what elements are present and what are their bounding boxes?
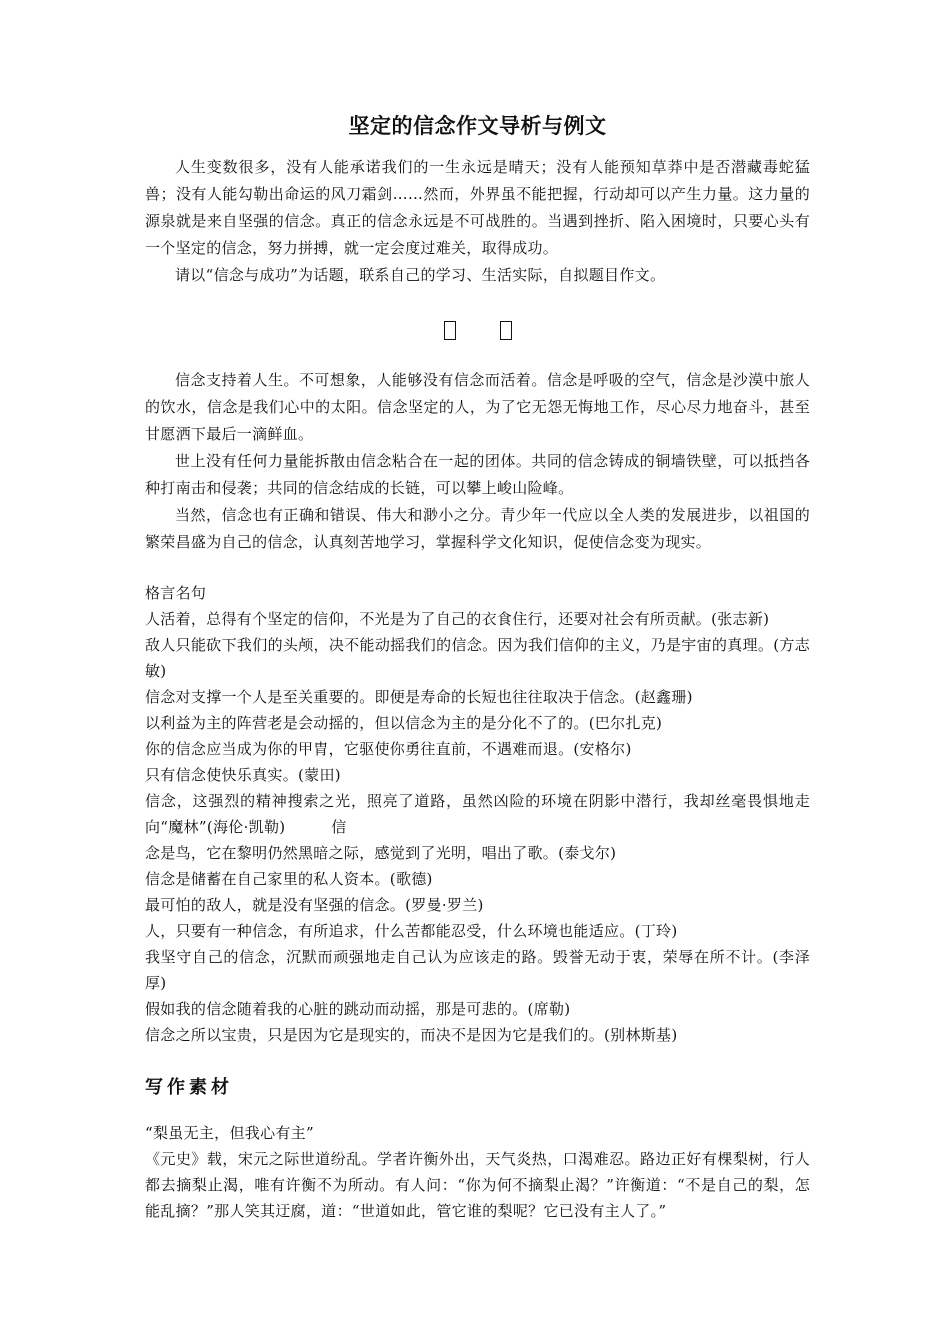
quote-item: 人，只要有一种信念，有所追求，什么苦都能忍受，什么环境也能适应。(丁玲)	[145, 922, 678, 940]
material-section	[145, 1120, 810, 1224]
quotes-heading: 格言名句	[145, 584, 207, 602]
quote-item: 我坚守自己的信念，沉默而顽强地走自己认为应该走的路。毁誉无动于衷，荣辱在所不计。(李泽厚)	[145, 948, 810, 992]
material-paragraph: 《元史》载，宋元之际世道纷乱。学者许衡外出，天气炎热，口渴难忍。路边正好有棵梨树，行人都去摘梨止渴，唯有许衡不为所动。有人问：“你为何不摘梨止渴？”许衡道：“不是自己的梨，怎能乱摘？”那人笑其迂腐，道：“世道如此，管它谁的梨呢？它已没有主人了。”	[145, 1150, 810, 1220]
quote-item: 信念之所以宝贵，只是因为它是现实的，而决不是因为它是我们的。(别林斯基)	[145, 1026, 678, 1044]
missing-glyph-box	[444, 321, 456, 340]
quote-item: 最可怕的敌人，就是没有坚强的信念。(罗曼·罗兰)	[145, 896, 484, 914]
essay-section	[145, 367, 810, 556]
essay-paragraph: 当然，信念也有正确和错误、伟大和渺小之分。青少年一代应以全人类的发展进步，以祖国的繁荣昌盛为自己的信念，认真刻苦地学习，掌握科学文化知识，促使信念变为现实。	[145, 506, 810, 551]
essay-paragraph: 信念支持着人生。不可想象，人能够没有信念而活着。信念是呼吸的空气，信念是沙漠中旅人的饮水，信念是我们心中的太阳。信念坚定的人，为了它无怨无悔地工作，尽心尽力地奋斗，甚至甘愿洒下最后一滴鲜血。	[145, 371, 810, 443]
quote-item: 信念，这强烈的精神搜索之光，照亮了道路，虽然凶险的环境在阴影中潜行，我却丝毫畏惧地走向“魔林”(海伦·凯勒) 信	[145, 792, 810, 836]
material-heading: 写作素材	[145, 1077, 233, 1098]
missing-glyph-title	[145, 315, 810, 343]
quote-item: 只有信念使快乐真实。(蒙田)	[145, 766, 341, 784]
intro-section	[145, 154, 810, 289]
material-subtitle: “梨虽无主，但我心有主”	[145, 1124, 314, 1142]
quote-item: 人活着，总得有个坚定的信仰，不光是为了自己的衣食住行，还要对社会有所贡献。(张志新)	[145, 610, 770, 628]
quote-item: 敌人只能砍下我们的头颅，决不能动摇我们的信念。因为我们信仰的主义，乃是宇宙的真理。(方志敏)	[145, 636, 810, 680]
document-page	[145, 112, 810, 1224]
quote-item: 你的信念应当成为你的甲胄，它驱使你勇往直前，不遇难而退。(安格尔)	[145, 740, 632, 758]
intro-paragraph: 人生变数很多，没有人能承诺我们的一生永远是晴天；没有人能预知草莽中是否潜藏毒蛇猛兽；没有人能勾勒出命运的风刀霜剑……然而，外界虽不能把握，行动却可以产生力量。这力量的源泉就是来自坚强的信念。真正的信念永远是不可战胜的。当遇到挫折、陷入困境时，只要心头有一个坚定的信念，努力拼搏，就一定会度过难关，取得成功。	[145, 158, 810, 257]
quote-item: 假如我的信念随着我的心脏的跳动而动摇，那是可悲的。(席勒)	[145, 1000, 571, 1018]
prompt-paragraph: 请以“信念与成功”为话题，联系自己的学习、生活实际，自拟题目作文。	[175, 266, 666, 284]
quote-item: 念是鸟，它在黎明仍然黑暗之际，感觉到了光明，唱出了歌。(泰戈尔)	[145, 844, 617, 862]
quote-item: 信念对支撑一个人是至关重要的。即便是寿命的长短也往往取决于信念。(赵鑫珊)	[145, 688, 693, 706]
essay-paragraph: 世上没有任何力量能拆散由信念粘合在一起的团体。共同的信念铸成的铜墙铁壁，可以抵挡各种打南击和侵袭；共同的信念结成的长链，可以攀上峻山险峰。	[145, 452, 810, 497]
missing-glyph-box	[500, 321, 512, 340]
quote-item: 以利益为主的阵营老是会动摇的，但以信念为主的是分化不了的。(巴尔扎克)	[145, 714, 663, 732]
quote-item: 信念是储蓄在自己家里的私人资本。(歌德)	[145, 870, 433, 888]
page-title: 坚定的信念作文导析与例文	[348, 113, 607, 138]
quotes-section	[145, 580, 810, 1048]
